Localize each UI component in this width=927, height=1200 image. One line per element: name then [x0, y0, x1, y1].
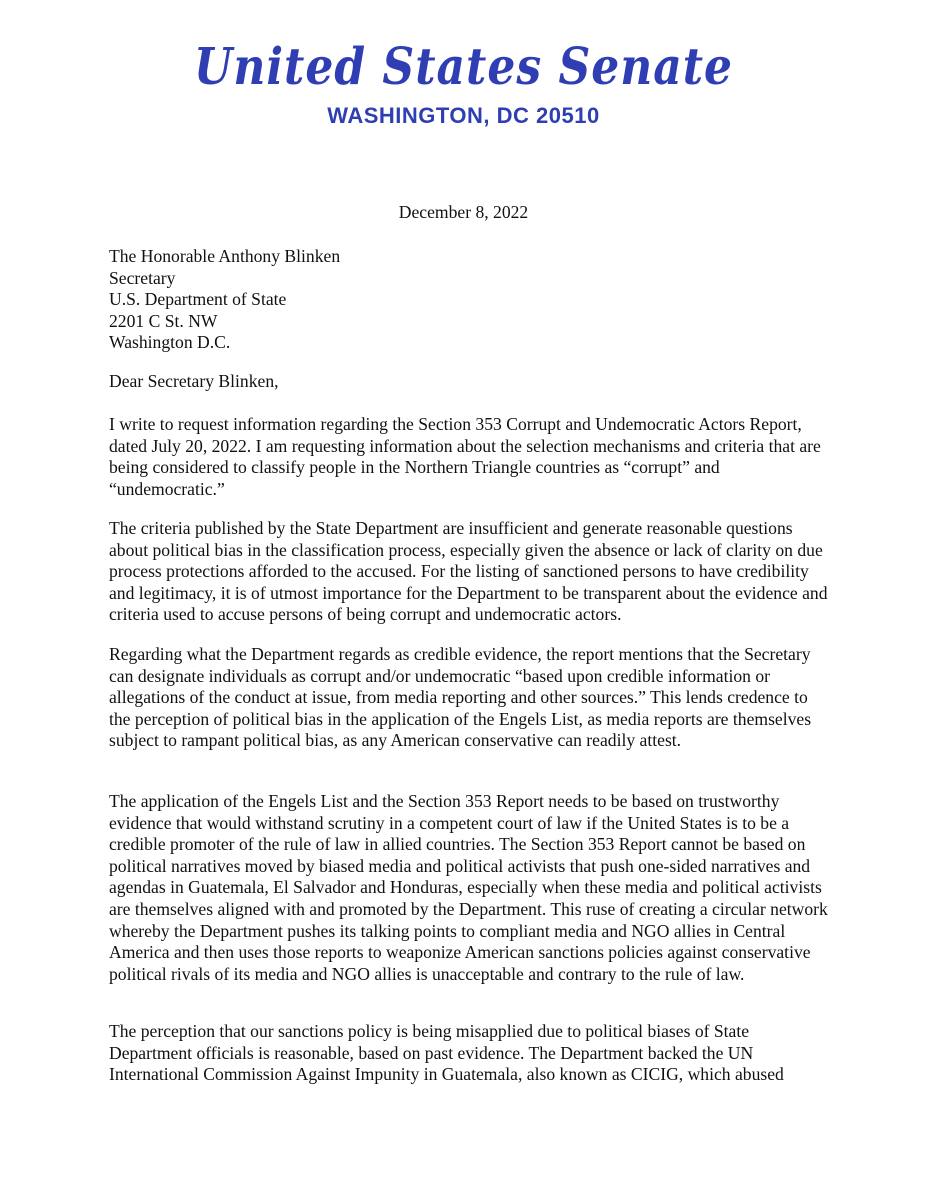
paragraph-2: The criteria published by the State Department are insufficient and generate reasonable questions about political bias in the classification process, especially given the absence or lack of clarity on due process protections afforded to the accused. For the listing of sanctioned persons to have credibility and legitimacy, it is of utmost importance for the Department to be transparent about the evidence and criteria used to accuse persons of being corrupt and undemocratic actors.: [109, 518, 828, 625]
recipient-street: 2201 C St. NW: [109, 310, 218, 331]
recipient-address-block: [109, 246, 340, 354]
paragraph-1: I write to request information regarding the Section 353 Corrupt and Undemocratic Actors Report, dated July 20, 2022. I am requesting information about the selection mechanisms and criteria that are being considered to classify people in the Northern Triangle countries as “corrupt” and “undemocratic.”: [109, 414, 821, 499]
letter-date: December 8, 2022: [398, 202, 529, 222]
paragraph-3: Regarding what the Department regards as credible evidence, the report mentions that the Secretary can designate individuals as corrupt and/or undemocratic “based upon credible information or allegations of the conduct at issue, from media reporting and other sources.” This lends credence to the perception of political bias in the application of the Engels List, as media reports are themselves subject to rampant political bias, as any American conservative can readily attest.: [109, 644, 812, 751]
letterhead-title: United States Senate: [193, 38, 734, 97]
letterhead-address: WASHINGTON, DC 20510: [327, 103, 600, 128]
recipient-department: U.S. Department of State: [109, 289, 287, 310]
recipient-name: The Honorable Anthony Blinken: [109, 246, 341, 266]
paragraph-4: The application of the Engels List and the Section 353 Report needs to be based on trustworthy evidence that would withstand scrutiny in a competent court of law if the United States is to be a credible promoter of the rule of law in allied countries. The Section 353 Report cannot be based on political narratives moved by biased media and political activists that push one-sided narratives and agendas in Guatemala, El Salvador and Honduras, especially when these media and political activists are themselves aligned with and promoted by the Department. This ruse of creating a circular network whereby the Department pushes its talking points to compliant media and NGO allies in Central America and then uses those reports to weaponize American sanctions policies against conservative political rivals of its media and NGO allies is unacceptable and contrary to the rule of law.: [109, 791, 828, 984]
paragraph-5: The perception that our sanctions policy is being misapplied due to political biases of State Department officials is reasonable, based on past evidence. The Department backed the UN International Commission Against Impunity in Guatemala, also known as CICIG, which abused: [109, 1021, 784, 1085]
salutation: Dear Secretary Blinken,: [109, 371, 279, 391]
recipient-city: Washington D.C.: [109, 332, 231, 353]
letterhead: [0, 38, 927, 130]
recipient-title: Secretary: [109, 267, 176, 288]
